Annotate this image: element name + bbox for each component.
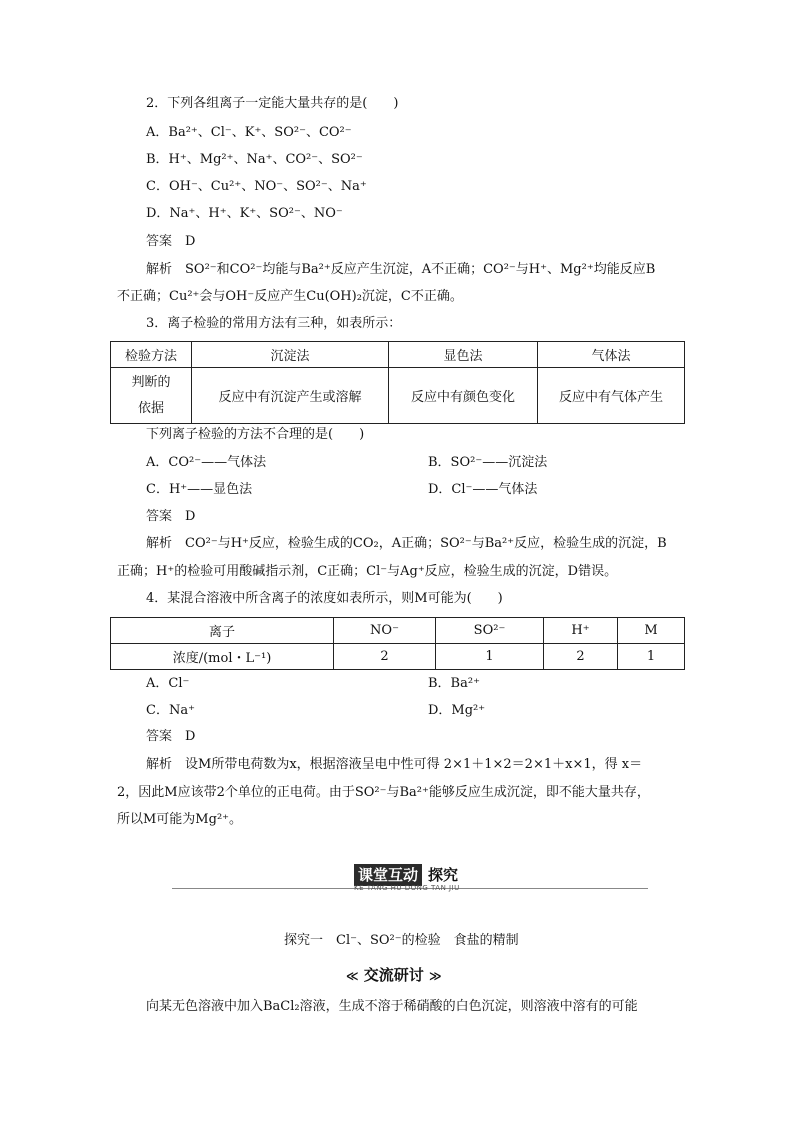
q2-option-b: B．H⁺、Mg²⁺、Na⁺、CO²⁻、SO²⁻ xyxy=(146,152,363,167)
table-cell: 1 xyxy=(618,644,685,670)
q4-analysis-2: 2，因此M应该带2个单位的正电荷。由于SO²⁻与Ba²⁺能够反应生成沉淀，即不能大量共存， xyxy=(117,785,650,800)
table-cell: 反应中有气体产生 xyxy=(538,368,685,424)
table-header: 检验方法 xyxy=(111,342,192,368)
q2-stem: 2．下列各组离子一定能大量共存的是( ) xyxy=(146,96,399,111)
q4-option-b: B．Ba²⁺ xyxy=(428,676,480,691)
q2-analysis-2: 不正确；Cu²⁺会与OH⁻反应产生Cu(OH)₂沉淀，C不正确。 xyxy=(117,289,463,304)
q3-option-a: A．CO²⁻——气体法 xyxy=(146,455,267,470)
analysis-label: 解析 xyxy=(146,536,173,551)
subheading-text: 交流研讨 xyxy=(363,966,424,984)
right-chevron-icon: ≫ xyxy=(429,969,442,983)
table-header: SO²⁻ xyxy=(436,618,544,644)
analysis-text: CO²⁻与H⁺反应，检验生成的CO₂，A正确；SO²⁻与Ba²⁺反应，检验生成的沉淀，B xyxy=(185,536,667,551)
left-chevron-icon: ≪ xyxy=(346,969,359,983)
table-cell: 反应中有沉淀产生或溶解 xyxy=(192,368,389,424)
analysis-text: SO²⁻和CO²⁻均能与Ba²⁺反应产生沉淀，A不正确；CO²⁻与H⁺、Mg²⁺均能反应B xyxy=(185,262,656,277)
q3-option-c: C．H⁺——显色法 xyxy=(146,482,253,497)
q3-analysis-2: 正确；H⁺的检验可用酸碱指示剂，C正确；Cl⁻与Ag⁺反应，检验生成的沉淀，D错误。 xyxy=(117,564,618,579)
table-cell: 2 xyxy=(334,644,436,670)
q4-option-c: C．Na⁺ xyxy=(146,703,195,718)
q3-option-b: B．SO²⁻——沉淀法 xyxy=(428,455,548,470)
table-header: NO⁻ xyxy=(334,618,436,644)
table-row-label xyxy=(111,368,192,424)
table-header: M xyxy=(618,618,685,644)
subheading xyxy=(346,964,442,985)
q2-analysis-1 xyxy=(146,261,655,279)
answer-value: D xyxy=(185,729,196,744)
answer-value: D xyxy=(185,234,196,249)
q3-question: 下列离子检验的方法不合理的是( ) xyxy=(146,427,365,442)
q2-option-c: C．OH⁻、Cu²⁺、NO⁻、SO²⁻、Na⁺ xyxy=(146,179,367,194)
q4-analysis-3: 所以M可能为Mg²⁺。 xyxy=(117,812,243,827)
section-banner xyxy=(354,864,464,886)
section-body: 向某无色溶液中加入BaCl₂溶液，生成不溶于稀硝酸的白色沉淀，则溶液中溶有的可能 xyxy=(146,999,638,1014)
banner-text: 探究 xyxy=(428,866,459,884)
q3-analysis-1 xyxy=(146,535,667,553)
q2-option-a: A．Ba²⁺、Cl⁻、K⁺、SO²⁻、CO²⁻ xyxy=(146,125,352,140)
q3-stem: 3．离子检验的常用方法有三种，如表所示： xyxy=(146,316,402,331)
analysis-label: 解析 xyxy=(146,757,173,772)
q3-methods-table xyxy=(110,341,685,424)
table-header: 沉淀法 xyxy=(192,342,389,368)
answer-label: 答案 xyxy=(146,729,173,744)
table-cell: 2 xyxy=(544,644,618,670)
table-header: 显色法 xyxy=(389,342,538,368)
row-label-line-2: 依据 xyxy=(137,400,164,416)
answer-label: 答案 xyxy=(146,509,173,524)
analysis-label: 解析 xyxy=(146,262,173,277)
q4-answer xyxy=(146,728,195,746)
table-header: H⁺ xyxy=(544,618,618,644)
q3-option-d: D．Cl⁻——气体法 xyxy=(428,482,538,497)
analysis-text: 设M所带电荷数为x，根据溶液呈电中性可得 2×1＋1×2＝2×1＋x×1，得 x＝ xyxy=(185,757,643,772)
answer-label: 答案 xyxy=(146,234,173,249)
table-cell: 反应中有颜色变化 xyxy=(389,368,538,424)
q4-stem: 4．某混合溶液中所含离子的浓度如表所示，则M可能为( ) xyxy=(146,591,503,606)
q4-concentration-table xyxy=(110,617,685,670)
table-header: 离子 xyxy=(111,618,334,644)
q3-answer xyxy=(146,508,195,526)
table-cell: 1 xyxy=(436,644,544,670)
q2-answer xyxy=(146,233,195,251)
table-header: 气体法 xyxy=(538,342,685,368)
q4-analysis-1 xyxy=(146,756,642,774)
q4-option-a: A．Cl⁻ xyxy=(146,676,190,691)
banner-boxed-text: 课堂互动 xyxy=(354,864,422,886)
row-label-line-1: 判断的 xyxy=(131,374,171,390)
q4-option-d: D．Mg²⁺ xyxy=(428,703,486,718)
answer-value: D xyxy=(185,509,196,524)
q2-option-d: D．Na⁺、H⁺、K⁺、SO²⁻、NO⁻ xyxy=(146,206,343,221)
banner-pinyin: KE TANG HU DONG TAN JIU xyxy=(354,884,460,892)
section-heading: 探究一 Cl⁻、SO²⁻的检验 食盐的精制 xyxy=(284,933,519,948)
table-row-label: 浓度/(mol・L⁻¹) xyxy=(111,644,334,670)
